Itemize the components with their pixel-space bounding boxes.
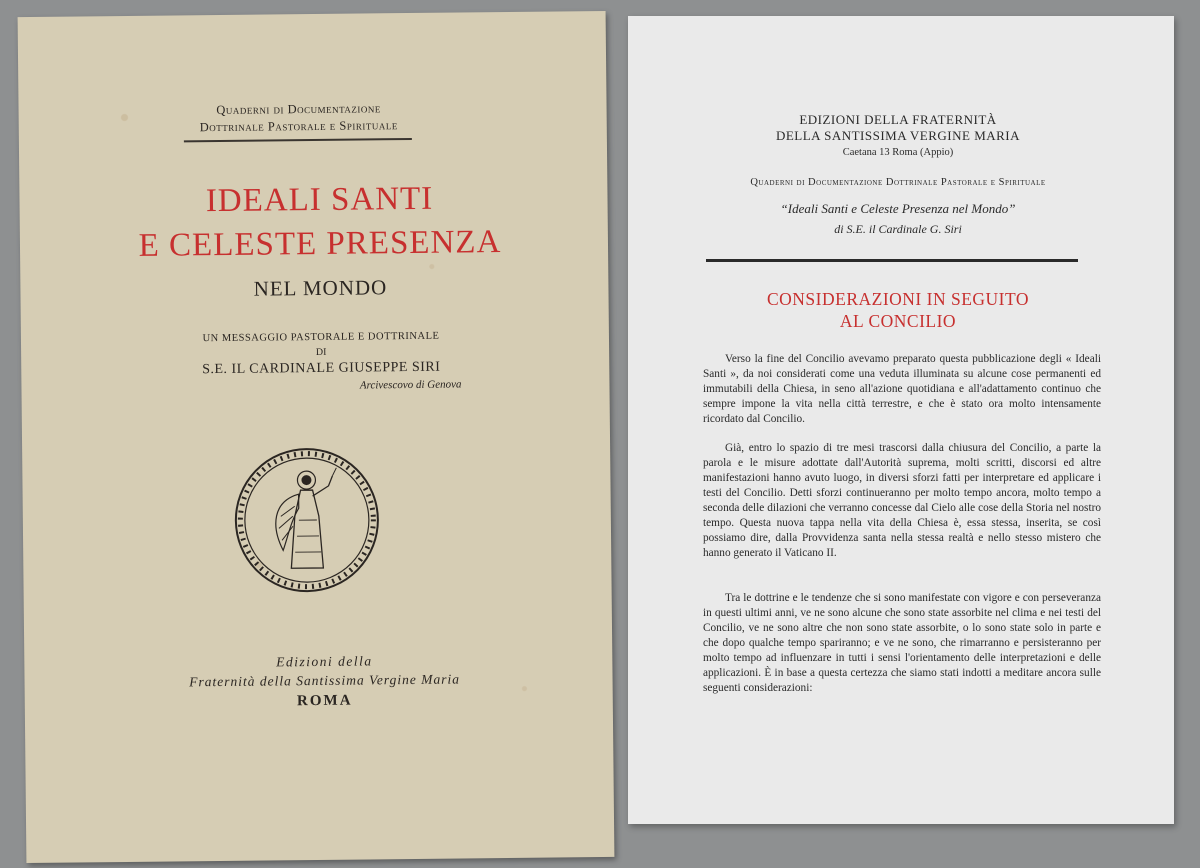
publisher-city: ROMA: [296, 692, 353, 710]
booklet-cover: [18, 11, 615, 863]
title-line-1: IDEALI SANTI: [205, 180, 434, 220]
header-rule: [706, 259, 1078, 262]
publisher-line-2: Fraternità della Santissima Vergine Maria: [189, 671, 460, 690]
author-name: S.E. IL CARDINALE GIUSEPPE SIRI: [202, 359, 441, 378]
angel-medallion-icon: [232, 445, 382, 595]
heading-line-1: CONSIDERAZIONI IN SEGUITO: [766, 289, 1030, 309]
header-line-2: DELLA SANTISSIMA VERGINE MARIA: [775, 128, 1021, 143]
series-text: Quaderni di Documentazione Dottrinale Pastorale e Spirituale: [750, 177, 1046, 188]
header-address: Caetana 13 Roma (Appio): [842, 147, 954, 158]
subtitle-line-2: DI: [315, 346, 327, 358]
title-line-2: E CELESTE PRESENZA: [138, 224, 502, 264]
series-line-2: Dottrinale Pastorale e Spirituale: [199, 118, 398, 135]
paragraph-3: Tra le dottrine e le tendenze che si sono manifestate con vigore e con perseveranza in questi ultimi anni, ve ne sono alcune che sono state assorbite nel clima e nei testi del Concilio, ve ne sono altre che non sono state assorbite, o lo sono state solo in parte e che dopo qualche tempo spariranno; e ve ne sono, che rimarranno e persisteranno per molto tempo ad influenzare in tutti i sensi l'orientamento delle interpretazioni e delle applicazioni. È in base a questa certezza che siamo stati indotti a meditare ancora sulle seguenti considerazioni:: [703, 592, 1101, 694]
paragraph-1: Verso la fine del Concilio avevamo preparato questa pubblicazione degli « Ideali Santi », da noi considerati come una veduta illuminata su alcune cose permanenti ed immutabili della Chiesa, in seno all'azione quotidiana e all'adattamento continuo che sempre impone la vita nella città terrestre, e che è stato ora molto intensamente ricordato dal Concilio.: [703, 353, 1101, 425]
book-title: “Ideali Santi e Celeste Presenza nel Mondo”: [780, 201, 1016, 216]
series-rule: [184, 138, 412, 142]
title-line-3: NEL MONDO: [253, 275, 388, 301]
printed-sheet: [628, 16, 1174, 824]
paragraph-2: Già, entro lo spazio di tre mesi trascorsi dalla chiusura del Concilio, a parte la parola e le misure adottate dall'Autorità suprema, molti scritti, discorsi ed altre manifestazioni hanno avuto luogo, in diversi sforzi fatti per interpretare ed applicare i testi del Concilio. Detti sforzi continueranno per molto tempo ancora, molto tempo a seconda delle dilazioni che verranno concesse dal Cielo alle cose della Storia nel nostro tempo. Questa nuova tappa nella vita della Chiesa è, essa stessa, inserita, se così possiamo dire, dalla Provvidenza santa nella stessa realtà e nello stesso mistero che hanno generato il Vaticano II.: [703, 442, 1101, 559]
series-line-1: Quaderni di Documentazione: [216, 101, 381, 118]
header-line-1: EDIZIONI DELLA FRATERNITÀ: [799, 112, 997, 127]
publisher-line-1: Edizioni della: [276, 653, 373, 670]
subtitle-line-1: UN MESSAGGIO PASTORALE E DOTTRINALE: [202, 330, 440, 345]
book-author: di S.E. il Cardinale G. Siri: [834, 222, 962, 236]
author-role: Arcivescovo di Genova: [359, 378, 462, 392]
heading-line-2: AL CONCILIO: [839, 311, 957, 331]
